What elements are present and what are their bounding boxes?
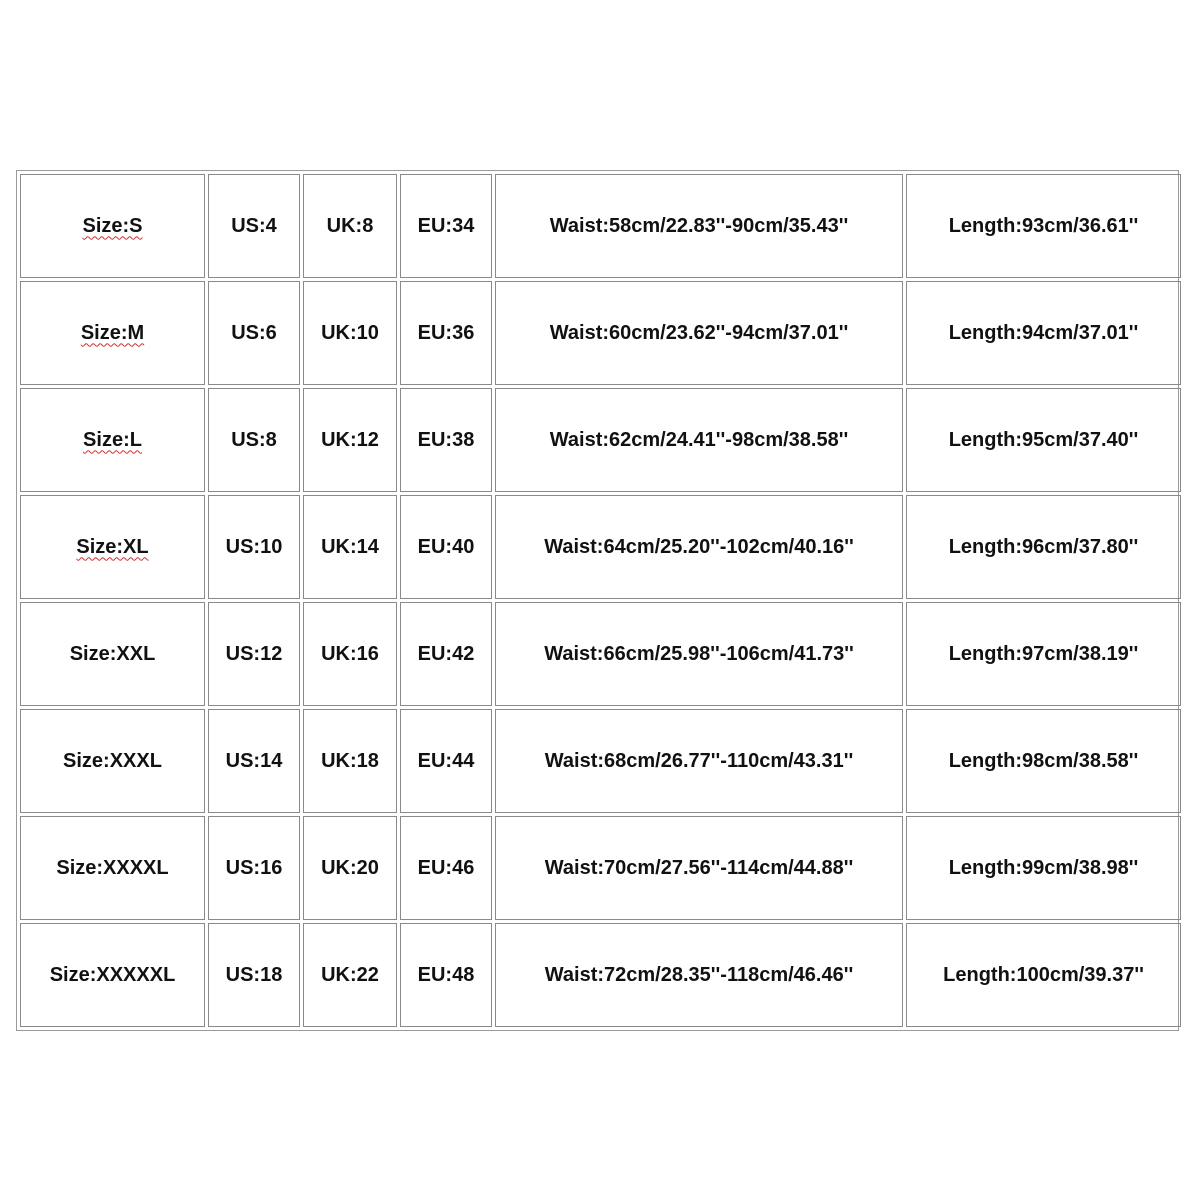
- eu-size-cell: EU:34: [400, 174, 492, 278]
- table-row: [20, 174, 1181, 278]
- us-size-cell: US:6: [208, 281, 300, 385]
- length-cell: Length:96cm/37.80'': [906, 495, 1181, 599]
- us-size-cell: US:14: [208, 709, 300, 813]
- uk-size-cell: UK:16: [303, 602, 397, 706]
- us-size-cell: US:18: [208, 923, 300, 1027]
- uk-size-cell: UK:20: [303, 816, 397, 920]
- waist-cell: Waist:70cm/27.56''-114cm/44.88'': [495, 816, 903, 920]
- waist-cell: Waist:72cm/28.35''-118cm/46.46'': [495, 923, 903, 1027]
- length-cell: Length:95cm/37.40'': [906, 388, 1181, 492]
- uk-size-cell: UK:18: [303, 709, 397, 813]
- size-cell: Size:XXXXL: [20, 816, 205, 920]
- eu-size-cell: EU:44: [400, 709, 492, 813]
- eu-size-cell: EU:36: [400, 281, 492, 385]
- waist-cell: Waist:60cm/23.62''-94cm/37.01'': [495, 281, 903, 385]
- size-chart-table: [16, 170, 1179, 1031]
- size-cell: Size:XXL: [20, 602, 205, 706]
- size-cell: Size:XXXXXL: [20, 923, 205, 1027]
- us-size-cell: US:16: [208, 816, 300, 920]
- eu-size-cell: EU:42: [400, 602, 492, 706]
- waist-cell: Waist:68cm/26.77''-110cm/43.31'': [495, 709, 903, 813]
- eu-size-cell: EU:40: [400, 495, 492, 599]
- length-cell: Length:93cm/36.61'': [906, 174, 1181, 278]
- waist-cell: Waist:64cm/25.20''-102cm/40.16'': [495, 495, 903, 599]
- waist-cell: Waist:62cm/24.41''-98cm/38.58'': [495, 388, 903, 492]
- size-cell: Size:XXXL: [20, 709, 205, 813]
- us-size-cell: US:10: [208, 495, 300, 599]
- eu-size-cell: EU:46: [400, 816, 492, 920]
- length-cell: Length:99cm/38.98'': [906, 816, 1181, 920]
- uk-size-cell: UK:14: [303, 495, 397, 599]
- waist-cell: Waist:58cm/22.83''-90cm/35.43'': [495, 174, 903, 278]
- size-cell: Size:XL: [20, 495, 205, 599]
- size-cell: Size:M: [20, 281, 205, 385]
- us-size-cell: US:12: [208, 602, 300, 706]
- uk-size-cell: UK:22: [303, 923, 397, 1027]
- uk-size-cell: UK:10: [303, 281, 397, 385]
- table-row: [20, 709, 1181, 813]
- table-row: [20, 281, 1181, 385]
- length-cell: Length:100cm/39.37'': [906, 923, 1181, 1027]
- table-row: [20, 923, 1181, 1027]
- table-row: [20, 495, 1181, 599]
- table-row: [20, 602, 1181, 706]
- length-cell: Length:94cm/37.01'': [906, 281, 1181, 385]
- size-cell: Size:S: [20, 174, 205, 278]
- eu-size-cell: EU:48: [400, 923, 492, 1027]
- us-size-cell: US:4: [208, 174, 300, 278]
- table-row: [20, 388, 1181, 492]
- length-cell: Length:98cm/38.58'': [906, 709, 1181, 813]
- length-cell: Length:97cm/38.19'': [906, 602, 1181, 706]
- table-row: [20, 816, 1181, 920]
- size-cell: Size:L: [20, 388, 205, 492]
- us-size-cell: US:8: [208, 388, 300, 492]
- waist-cell: Waist:66cm/25.98''-106cm/41.73'': [495, 602, 903, 706]
- eu-size-cell: EU:38: [400, 388, 492, 492]
- uk-size-cell: UK:12: [303, 388, 397, 492]
- uk-size-cell: UK:8: [303, 174, 397, 278]
